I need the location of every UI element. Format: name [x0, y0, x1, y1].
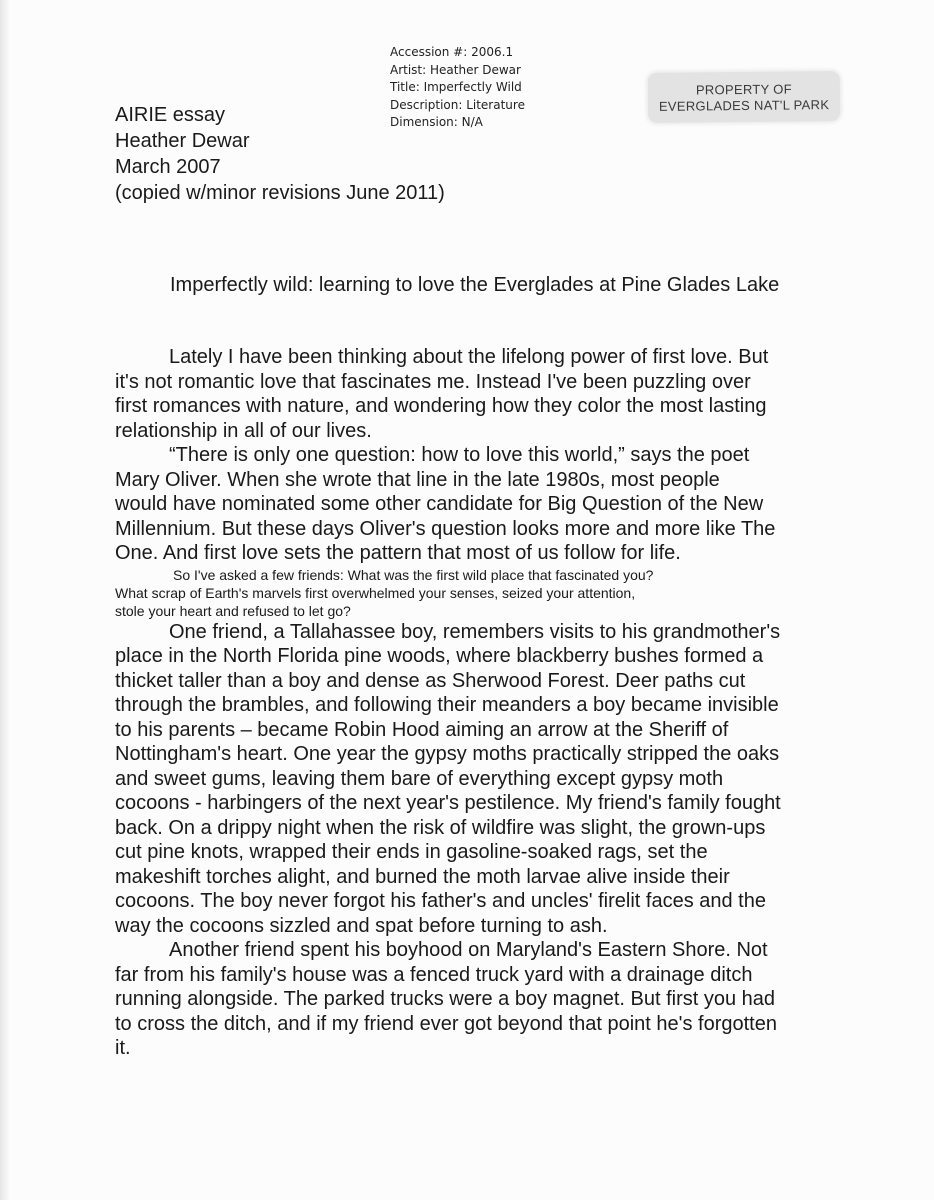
paragraph-2-line: Millennium. But these days Oliver's question looks more and more like The — [115, 517, 776, 540]
accession-description: Description: Literature — [390, 97, 525, 112]
paragraph-4-line: One friend, a Tallahassee boy, remembers visits to his grandmother's — [169, 620, 781, 643]
paragraph-4-line: cut pine knots, wrapped their ends in gasoline-soaked rags, set the — [115, 841, 708, 863]
scan-edge-shadow — [0, 0, 10, 1200]
paragraph-4-line: way the cocoons sizzled and spat before turning to ash. — [115, 914, 608, 937]
paragraph-5-line: running alongside. The parked trucks were a boy magnet. But first you had — [115, 988, 776, 1010]
stamp-line-1: PROPERTY OF — [695, 81, 792, 98]
paragraph-4-line: makeshift torches alight, and burned the moth larvae alive inside their — [115, 865, 730, 888]
paragraph-5-line: it. — [115, 1037, 131, 1059]
paragraph-4-line: cocoons - harbingers of the next year's pestilence. My friend's family fought — [115, 792, 781, 814]
header-date: March 2007 — [115, 156, 221, 178]
accession-artist: Artist: Heather Dewar — [390, 62, 521, 77]
paragraph-1-line: relationship in all of our lives. — [115, 419, 372, 442]
essay-body — [115, 345, 845, 1061]
stamp-line-2: EVERGLADES NAT'L PARK — [658, 97, 830, 114]
paragraph-2-line: Mary Oliver. When she wrote that line in the late 1980s, most people — [115, 468, 720, 491]
paragraph-1-line: it's not romantic love that fascinates me. Instead I've been puzzling over — [115, 370, 751, 393]
paragraph-1-line: Lately I have been thinking about the lifelong power of first love. But — [169, 346, 769, 368]
header-author: Heather Dewar — [115, 130, 250, 152]
paragraph-4-line: back. On a drippy night when the risk of wildfire was slight, the grown-ups — [115, 816, 766, 839]
accession-number: Accession #: 2006.1 — [390, 45, 514, 59]
paragraph-5-line: far from his family's house was a fenced truck yard with a drainage ditch — [115, 963, 753, 986]
paragraph-3-line: stole your heart and refused to let go? — [115, 602, 351, 619]
paragraph-4-line: Nottingham's heart. One year the gypsy moths practically stripped the oaks — [115, 743, 780, 765]
paragraph-4-line: to his parents – became Robin Hood aiming an arrow at the Sheriff of — [115, 718, 729, 741]
paragraph-5-line: Another friend spent his boyhood on Maryland's Eastern Shore. Not — [169, 939, 768, 961]
paragraph-3-line: So I've asked a few friends: What was the first wild place that fascinated you? — [173, 566, 654, 583]
paragraph-2-line: would have nominated some other candidate for Big Question of the New — [115, 493, 764, 515]
paragraph-2-line: One. And first love sets the pattern that most of us follow for life. — [115, 542, 681, 564]
paragraph-4-line: thicket taller than a boy and dense as Sherwood Forest. Deer paths cut — [115, 669, 746, 692]
paragraph-1-line: first romances with nature, and wondering how they color the most lasting — [115, 395, 767, 417]
paragraph-4-line: and sweet gums, leaving them bare of everything except gypsy moth — [115, 767, 724, 790]
header-revision-note: (copied w/minor revisions June 2011) — [115, 182, 445, 204]
accession-dimension: Dimension: N/A — [390, 115, 483, 129]
property-stamp — [648, 71, 841, 123]
essay-title: Imperfectly wild: learning to love the Everglades at Pine Glades Lake — [170, 274, 780, 296]
paragraph-4-line: cocoons. The boy never forgot his father's and uncles' firelit faces and the — [115, 890, 766, 912]
document-header — [115, 102, 445, 206]
paragraph-5-line: to cross the ditch, and if my friend ever got beyond that point he's forgotten — [115, 1012, 777, 1035]
paragraph-2-line: “There is only one question: how to love this world,” says the poet — [169, 444, 750, 466]
paragraph-4-line: place in the North Florida pine woods, where blackberry bushes formed a — [115, 645, 764, 667]
paragraph-3-line: What scrap of Earth's marvels first overwhelmed your senses, seized your attention, — [115, 584, 636, 601]
accession-title: Title: Imperfectly Wild — [390, 80, 522, 94]
paragraph-4-line: through the brambles, and following their meanders a boy became invisible — [115, 694, 779, 716]
header-essay-label: AIRIE essay — [115, 104, 226, 126]
